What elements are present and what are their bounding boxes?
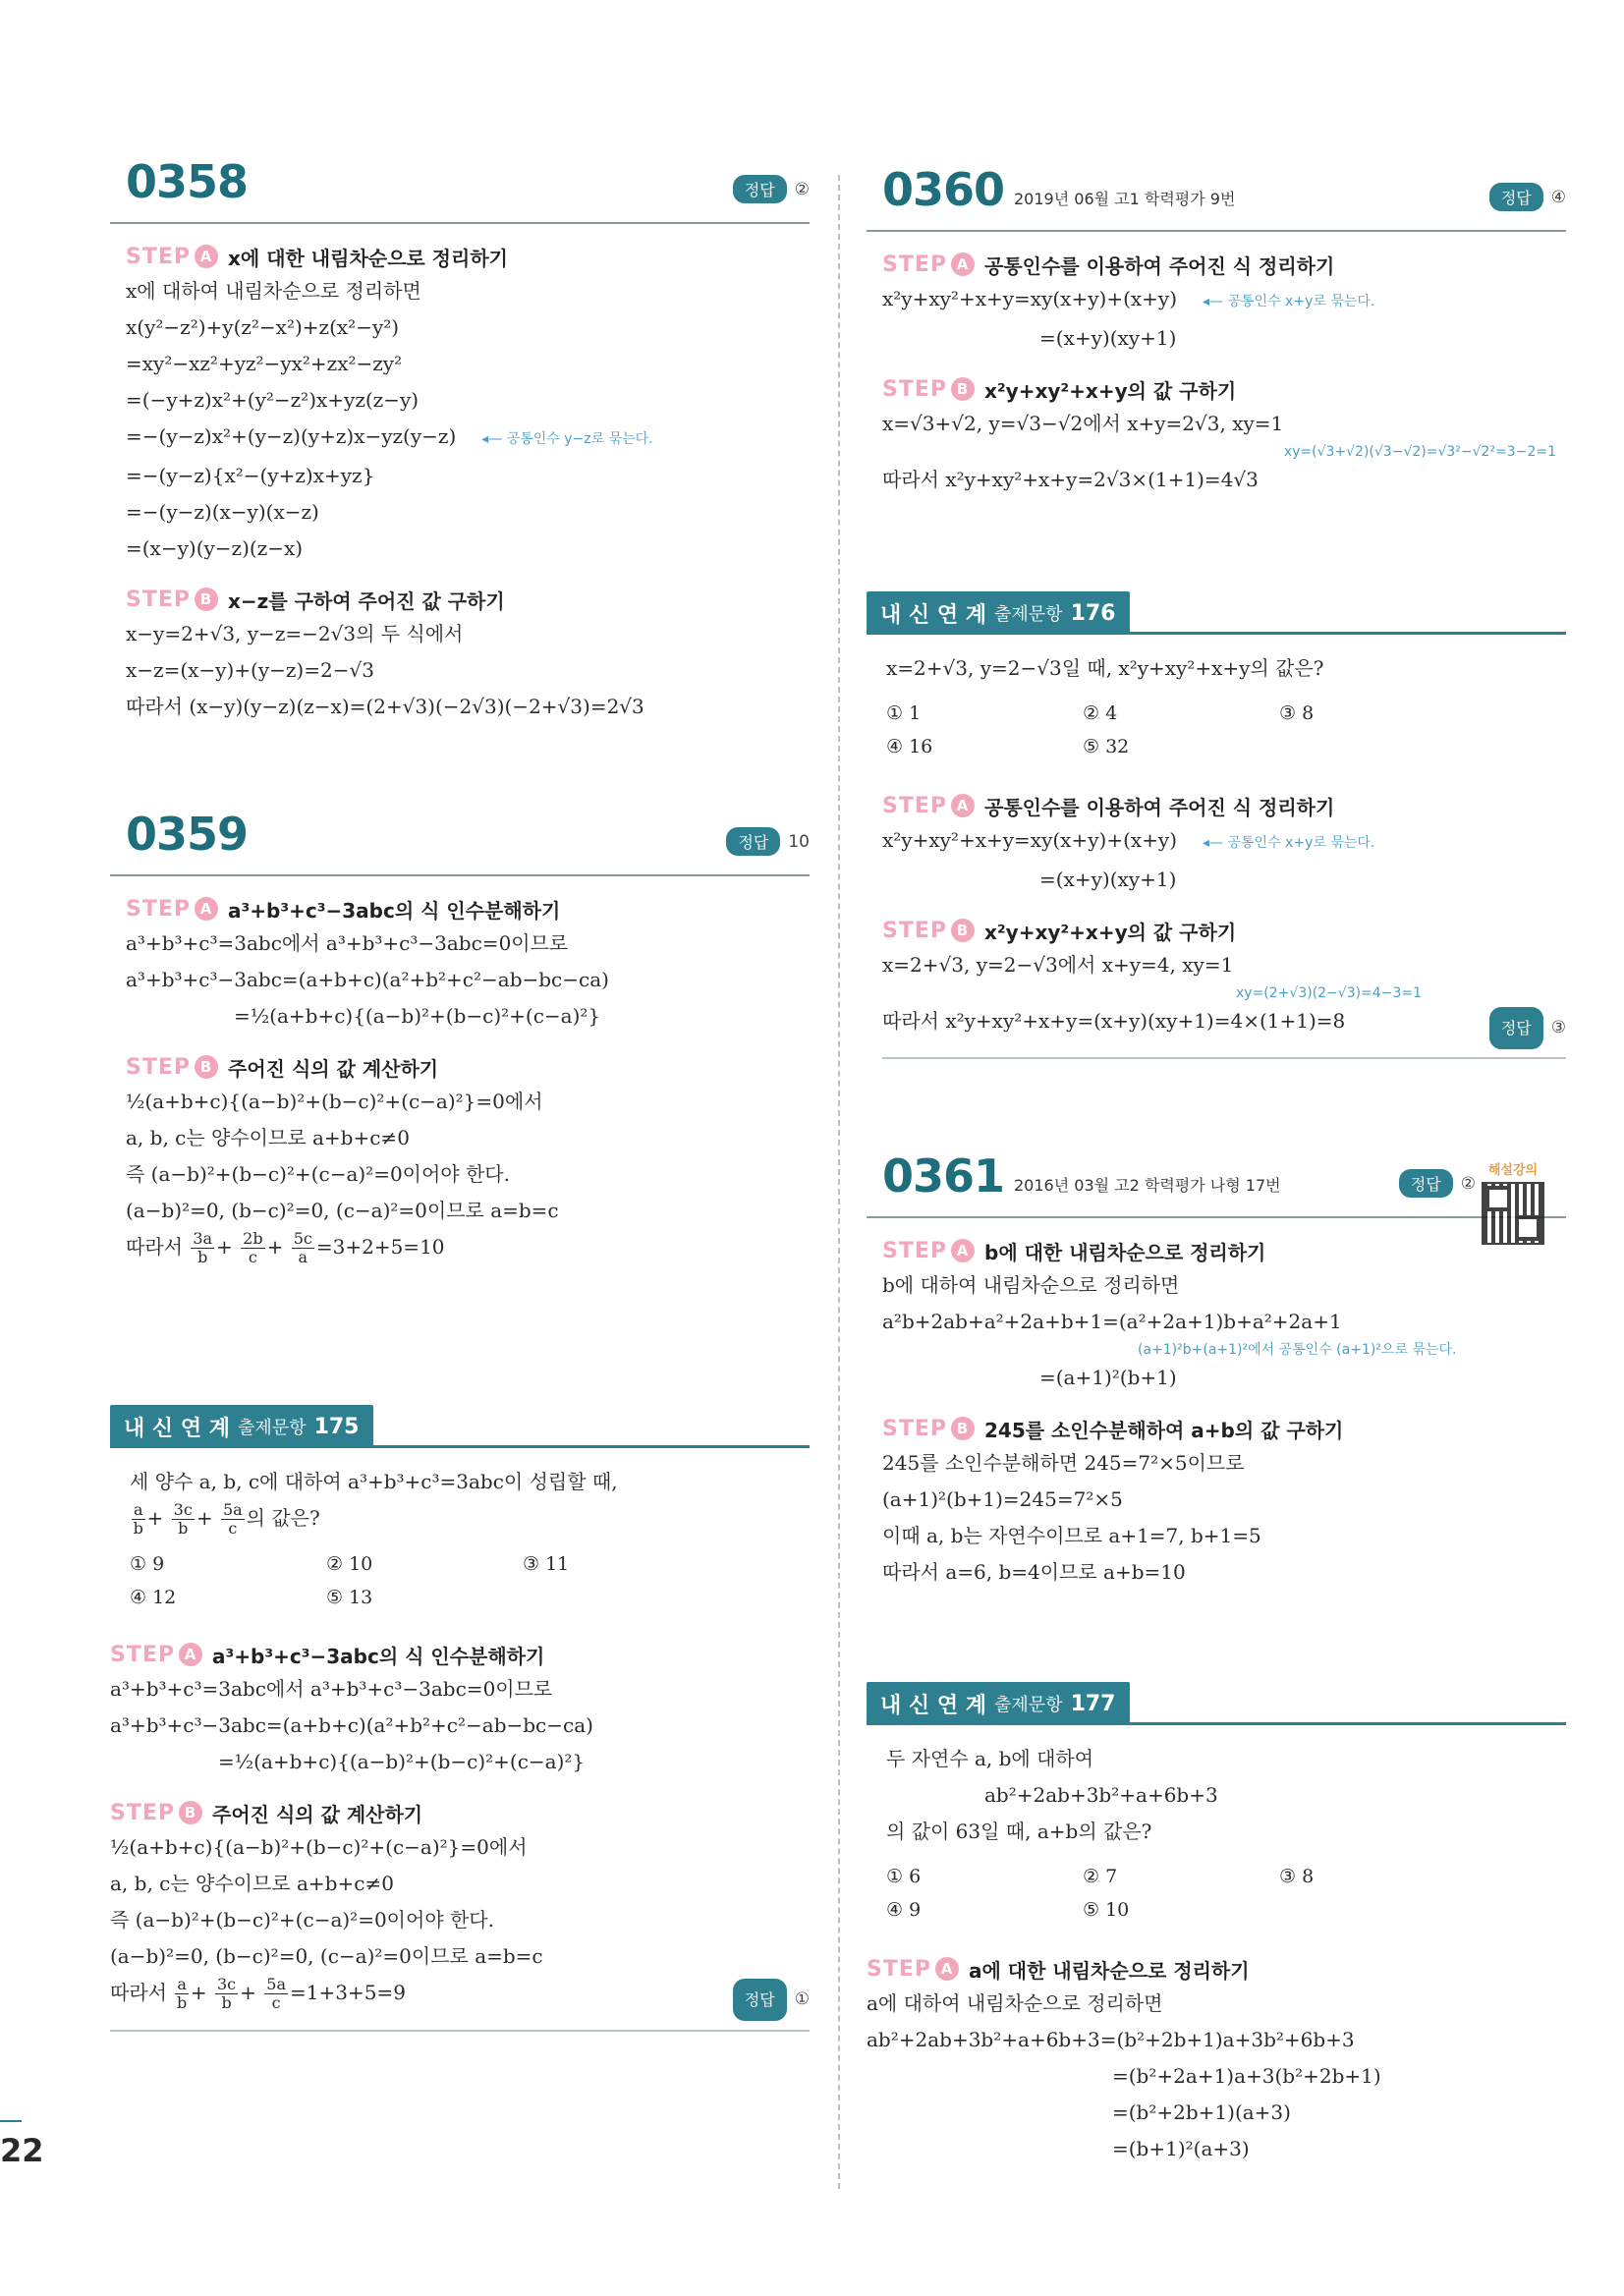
answer-badge: [726, 827, 810, 856]
problem-header: [867, 163, 1566, 232]
step-tag: STEP A: [110, 1643, 202, 1667]
choice[interactable]: ④ 12: [130, 1587, 177, 1608]
solution-line: =(−y+z)x²+(y²−z²)x+yz(z−y): [126, 388, 420, 412]
step-tag: STEP A: [882, 794, 975, 818]
solution-line: =½(a+b+c){(a−b)²+(b−c)²+(c−a)²}: [218, 1750, 586, 1773]
problem-header: [110, 808, 810, 876]
step-title-text: 주어진 식의 값 계산하기: [228, 1056, 439, 1081]
problem-header: [867, 1149, 1566, 1218]
answer-badge: [733, 1979, 810, 2021]
answer-badge: [1399, 1169, 1476, 1198]
fraction: $\frac{a}{b}$: [133, 1500, 143, 1538]
solution-line: x=√3+√2, y=√3−√2에서 x+y=2√3, xy=1: [882, 412, 1284, 435]
solution-line: x−z=(x−y)+(y−z)=2−√3: [126, 658, 374, 682]
left-column: [110, 0, 810, 2296]
problem-number: 0360: [882, 163, 1005, 216]
choice[interactable]: ① 6: [886, 1866, 922, 1887]
solution-line: 즉 (a−b)²+(b−c)²+(c−a)²=0이어야 한다.: [126, 1162, 510, 1186]
step-tag: STEP A: [867, 1957, 959, 1982]
related-tab: 내 신 연 계 출제문항 176: [867, 591, 1130, 635]
related-body: [867, 635, 1566, 773]
final-line: 따라서 $\frac{3a}{b}$ + $\frac{2b}{c}$ + $\frac{5c}{a}$ =3+2+5=10: [126, 1229, 445, 1266]
solution-line: a³+b³+c³−3abc=(a+b+c)(a²+b²+c²−ab−bc−ca): [126, 968, 609, 991]
step-title: [110, 1796, 810, 1829]
choice[interactable]: ② 10: [326, 1553, 373, 1575]
solution-line: 따라서 a=6, b=4이므로 a+b=10: [882, 1560, 1186, 1584]
step-title: [882, 914, 1566, 947]
answer-value: ④: [1550, 187, 1566, 207]
question-line: 의 값이 63일 때, a+b의 값은?: [886, 1820, 1152, 1843]
fraction: $\frac{a}{b}$: [176, 1975, 188, 2012]
solution-line: 따라서 x²y+xy²+x+y=2√3×(1+1)=4√3: [882, 468, 1259, 491]
step-b: [867, 372, 1566, 498]
solution-line: a²b+2ab+a²+2a+b+1=(a²+2a+1)b+a²+2a+1: [882, 1310, 1342, 1333]
section-rule: [882, 1057, 1566, 1059]
solution-line: a³+b³+c³−3abc=(a+b+c)(a²+b²+c²−ab−bc−ca): [110, 1713, 593, 1737]
solution-line: 즉 (a−b)²+(b−c)²+(c−a)²=0이어야 한다.: [110, 1908, 494, 1932]
choice[interactable]: ⑤ 10: [1083, 1899, 1130, 1921]
step-tag: STEP B: [882, 1417, 975, 1441]
related-tab: 내 신 연 계 출제문항 175: [110, 1405, 373, 1448]
step-tag: STEP A: [882, 1239, 975, 1263]
solution-line: (a−b)²=0, (b−c)²=0, (c−a)²=0이므로 a=b=c: [110, 1944, 543, 1968]
qr-code[interactable]: [1477, 1159, 1549, 1245]
step-title-text: 주어진 식의 값 계산하기: [212, 1802, 423, 1826]
page-number-rule: [0, 2120, 22, 2122]
answer-value: ②: [794, 179, 810, 199]
solution-line: x(y²−z²)+y(z²−x²)+z(x²−y²): [126, 315, 400, 339]
choice[interactable]: ② 7: [1083, 1866, 1118, 1887]
step-title-text: x²y+xy²+x+y의 값 구하기: [984, 920, 1237, 944]
solution-line: =−(y−z)x²+(y−z)(y+z)x−yz(y−z) ◂— 공통인수 y−z로 묶는다.: [126, 424, 653, 448]
choice[interactable]: ② 4: [1083, 702, 1118, 724]
answer-badge: [1489, 1007, 1566, 1049]
answer-label: 정답: [1489, 183, 1543, 211]
solution-line: =(x+y)(xy+1): [1039, 868, 1177, 891]
final-line: 따라서 x²y+xy²+x+y=(x+y)(xy+1)=4×(1+1)=8 정답 ③: [882, 1003, 1566, 1039]
answer-badge: [1489, 183, 1566, 211]
choices: [130, 1547, 790, 1614]
related-problem-175: [110, 1405, 810, 2032]
answer-value: ②: [1460, 1173, 1476, 1194]
step-title-text: x에 대한 내림차순으로 정리하기: [228, 246, 508, 270]
step-a: [867, 1952, 1566, 2167]
solution-line: =(x+y)(xy+1): [1039, 326, 1177, 350]
fraction: $\frac{3a}{b}$: [193, 1229, 213, 1266]
sub-note: xy=(2+√3)(2−√3)=4−3=1: [1236, 985, 1422, 1001]
choices: [886, 1860, 1546, 1927]
step-title: [882, 1234, 1566, 1267]
fraction: $\frac{5a}{c}$: [266, 1975, 286, 2012]
related-body: [110, 1448, 810, 1624]
solution-line: =½(a+b+c){(a−b)²+(b−c)²+(c−a)²}: [234, 1004, 601, 1028]
step-tag: STEP B: [110, 1801, 202, 1825]
step-title: [126, 583, 810, 616]
fraction: $\frac{3c}{b}$: [217, 1975, 237, 2012]
solution-line: 245를 소인수분해하면 245=7²×5이므로: [882, 1451, 1245, 1475]
fraction: $\frac{2b}{c}$: [243, 1229, 263, 1266]
problem-header: [110, 155, 810, 224]
step-title: [882, 789, 1566, 822]
question-line: x=2+√3, y=2−√3일 때, x²y+xy²+x+y의 값은?: [886, 656, 1324, 680]
step-title-text: 245를 소인수분해하여 a+b의 값 구하기: [984, 1418, 1344, 1442]
margin-note: ◂— 공통인수 x+y로 묶는다.: [1203, 835, 1375, 851]
solution-line: ½(a+b+c){(a−b)²+(b−c)²+(c−a)²}=0에서: [110, 1835, 528, 1859]
step-title: [126, 240, 810, 273]
step-title-text: b에 대한 내림차순으로 정리하기: [984, 1240, 1266, 1264]
section-rule: [110, 2030, 810, 2032]
question-line: 두 자연수 a, b에 대하여: [886, 1747, 1094, 1770]
related-problem-176: [867, 591, 1566, 1059]
step-title: [126, 892, 810, 925]
question-line: ab²+2ab+3b²+a+6b+3: [984, 1783, 1218, 1807]
choice[interactable]: ③ 11: [523, 1553, 570, 1575]
fraction: $\frac{3c}{b}$: [173, 1500, 193, 1538]
solution-line: =(x−y)(y−z)(z−x): [126, 536, 304, 560]
step-title: [126, 1050, 810, 1084]
choice[interactable]: ④ 16: [886, 736, 933, 757]
answer-label: 정답: [733, 175, 787, 203]
margin-note: ◂— 공통인수 y−z로 묶는다.: [481, 431, 653, 447]
right-column: [867, 0, 1566, 2296]
step-title: [110, 1638, 810, 1671]
related-header: [867, 1682, 1566, 1725]
choice[interactable]: ⑤ 13: [326, 1587, 373, 1608]
solution-line: =−(y−z){x²−(y+z)x+yz}: [126, 464, 375, 487]
solution-line: =(b+1)²(a+3): [1112, 2137, 1250, 2160]
answer-value: ①: [794, 1989, 810, 2009]
fraction: $\frac{5c}{a}$: [293, 1229, 312, 1266]
choices: [886, 697, 1546, 763]
question-line: $\frac{a}{b}$ + $\frac{3c}{b}$ + $\frac{5a}{c}$ 의 값은?: [133, 1500, 320, 1538]
problem-number: 0358: [126, 155, 249, 208]
step-title-text: 공통인수를 이용하여 주어진 식 정리하기: [984, 795, 1335, 819]
step-b: [110, 1796, 810, 2032]
step-a: [867, 248, 1566, 357]
step-tag: STEP A: [126, 897, 218, 922]
fraction: $\frac{5a}{c}$: [222, 1500, 243, 1538]
solution-line: x−y=2+√3, y−z=−2√3의 두 식에서: [126, 622, 464, 645]
solution-line: 따라서 (x−y)(y−z)(z−x)=(2+√3)(−2√3)(−2+√3)=2√3: [126, 695, 644, 718]
choice[interactable]: ① 9: [130, 1553, 165, 1575]
solution-line: a, b, c는 양수이므로 a+b+c≠0: [126, 1126, 410, 1149]
answer-value: 10: [788, 831, 810, 852]
step-b: [110, 583, 810, 725]
solution-line: (a−b)²=0, (b−c)²=0, (c−a)²=0이므로 a=b=c: [126, 1199, 559, 1222]
solution-line: a³+b³+c³=3abc에서 a³+b³+c³−3abc=0이므로: [110, 1677, 553, 1701]
answer-label: 정답: [1399, 1169, 1453, 1198]
step-title: [882, 1412, 1566, 1445]
related-header: [867, 591, 1566, 635]
solution-line: x²y+xy²+x+y=xy(x+y)+(x+y) ◂— 공통인수 x+y로 묶는다.: [882, 287, 1375, 310]
step-tag: STEP B: [882, 377, 975, 402]
problem-source: 2019년 06월 고1 학력평가 9번: [1014, 190, 1236, 208]
answer-label: 정답: [1489, 1007, 1543, 1049]
related-problem-177: [867, 1682, 1566, 2167]
step-a: [110, 1638, 810, 1780]
problem-source: 2016년 03월 고2 학력평가 나형 17번: [1014, 1176, 1281, 1195]
solution-line: =(b²+2b+1)(a+3): [1112, 2100, 1291, 2124]
step-title-text: a에 대한 내림차순으로 정리하기: [969, 1958, 1250, 1983]
final-line: 따라서 $\frac{a}{b}$ + $\frac{3c}{b}$ + $\frac{5a}{c}$ =1+3+5=9 정답 ①: [110, 1975, 810, 2012]
qr-code-icon: [1482, 1182, 1544, 1245]
solution-line: =(a+1)²(b+1): [1039, 1366, 1177, 1389]
solution-line: a, b, c는 양수이므로 a+b+c≠0: [110, 1872, 394, 1895]
problem-0361: [867, 1149, 1566, 1591]
choice[interactable]: ③ 8: [1279, 702, 1315, 724]
step-title: [882, 372, 1566, 406]
step-b: [110, 1050, 810, 1266]
solution-line: a³+b³+c³=3abc에서 a³+b³+c³−3abc=0이므로: [126, 931, 569, 955]
answer-label: 정답: [726, 827, 780, 856]
solution-line: =−(y−z)(x−y)(x−z): [126, 500, 319, 524]
solution-line: (a+1)²(b+1)=245=7²×5: [882, 1487, 1123, 1511]
margin-note: ◂— 공통인수 x+y로 묶는다.: [1203, 294, 1375, 309]
solution-line: 이때 a, b는 자연수이므로 a+1=7, b+1=5: [882, 1524, 1261, 1547]
problem-number: 0359: [126, 808, 249, 861]
problem-number: 0361: [882, 1149, 1005, 1203]
choice[interactable]: ③ 8: [1279, 1866, 1315, 1887]
qr-label: 해설강의: [1487, 1163, 1539, 1178]
step-tag: STEP B: [126, 588, 218, 612]
solution-line: ½(a+b+c){(a−b)²+(b−c)²+(c−a)²}=0에서: [126, 1090, 543, 1113]
page-number: 22: [0, 2132, 44, 2169]
solution-line: =(b²+2a+1)a+3(b²+2b+1): [1112, 2064, 1381, 2088]
step-a: [867, 789, 1566, 898]
solution-line: x²y+xy²+x+y=xy(x+y)+(x+y) ◂— 공통인수 x+y로 묶는다.: [882, 828, 1375, 852]
step-title-text: a³+b³+c³−3abc의 식 인수분해하기: [212, 1644, 545, 1668]
answer-value: ③: [1550, 1018, 1566, 1037]
related-tab: 내 신 연 계 출제문항 177: [867, 1682, 1130, 1725]
step-a: [867, 1234, 1566, 1396]
related-body: [867, 1725, 1566, 1936]
sub-note: (a+1)²b+(a+1)²에서 공통인수 (a+1)²으로 묶는다.: [1138, 1342, 1457, 1358]
answer-label: 정답: [733, 1979, 787, 2021]
step-b: [867, 1412, 1566, 1591]
question-line: 세 양수 a, b, c에 대하여 a³+b³+c³=3abc이 성립할 때,: [130, 1470, 618, 1493]
choice[interactable]: ④ 9: [886, 1899, 922, 1921]
choice[interactable]: ⑤ 32: [1083, 736, 1130, 757]
step-a: [110, 240, 810, 567]
solution-line: x=2+√3, y=2−√3에서 x+y=4, xy=1: [882, 953, 1234, 977]
column-divider: [838, 175, 840, 2189]
choice[interactable]: ① 1: [886, 702, 922, 724]
step-title-text: 공통인수를 이용하여 주어진 식 정리하기: [984, 253, 1335, 278]
step-title: [867, 1952, 1566, 1986]
problem-0359: [110, 808, 810, 1266]
solution-line: a에 대하여 내림차순으로 정리하면: [867, 1991, 1163, 2015]
solution-line: =xy²−xz²+yz²−yx²+zx²−zy²: [126, 352, 403, 375]
step-tag: STEP B: [882, 919, 975, 943]
solution-line: ab²+2ab+3b²+a+6b+3=(b²+2b+1)a+3b²+6b+3: [867, 2028, 1355, 2051]
step-title: [882, 248, 1566, 281]
step-title-text: a³+b³+c³−3abc의 식 인수분해하기: [228, 898, 561, 923]
sub-note: xy=(√3+√2)(√3−√2)=√3²−√2²=3−2=1: [1283, 444, 1556, 460]
step-title-text: x−z를 구하여 주어진 값 구하기: [228, 588, 505, 613]
solution-line: x에 대하여 내림차순으로 정리하면: [126, 279, 421, 303]
problem-0358: [110, 155, 810, 725]
step-tag: STEP A: [126, 245, 218, 269]
problem-0360: [867, 163, 1566, 498]
step-b: [867, 914, 1566, 1059]
related-header: [110, 1405, 810, 1448]
step-title-text: x²y+xy²+x+y의 값 구하기: [984, 378, 1237, 403]
step-tag: STEP B: [126, 1055, 218, 1080]
step-tag: STEP A: [882, 252, 975, 277]
solution-line: b에 대하여 내림차순으로 정리하면: [882, 1273, 1180, 1297]
answer-badge: [733, 175, 810, 203]
step-a: [110, 892, 810, 1035]
